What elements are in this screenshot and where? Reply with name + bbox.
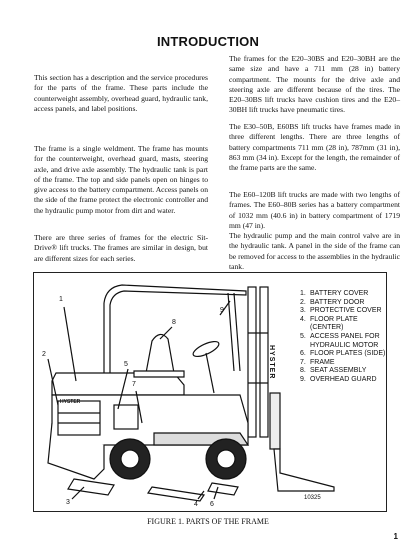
legend-label: BATTERY DOOR — [310, 298, 365, 306]
intro-paragraph-3: There are three series of frames for the electric Sit-Drive® lift trucks. The frames are similar in design, but are different sizes for each series. — [34, 233, 208, 263]
figure-frame — [33, 272, 387, 512]
callout-2: 2 — [42, 351, 46, 358]
legend-item — [300, 350, 387, 359]
legend-label: ACCESS PANEL FOR HYDRAULIC MOTOR — [310, 332, 380, 349]
figure-code: 10325 — [304, 495, 321, 501]
mast-rail — [248, 287, 256, 437]
legend-label: FLOOR PLATE (CENTER) — [310, 315, 358, 332]
legend-number: 9. — [300, 375, 306, 383]
legend-item — [300, 333, 387, 350]
legend-item — [300, 359, 387, 368]
callout-5: 5 — [124, 361, 128, 368]
intro-paragraph-2: The frame is a single weldment. The frame has mounts for the counterweight, overhead guard, masts, steering axle, and drive axle assembly. The hydraulic tank is part of the frame. The top and side panels open on hinges to give access to the battery compartment. Access panels on the side of the frame protect the electronic controller and the hydraulic pump motor from dirt and water. — [34, 144, 208, 215]
legend-number: 3. — [300, 307, 306, 315]
mast-brand-label: HYSTER — [268, 345, 275, 380]
intro-paragraph-6: The E60–120B lift trucks are made with two lengths of frames. The E60–80B series has a battery compartment of 1032 mm (40.6 in) in battery compartment of 1719 mm (47 in). — [229, 190, 400, 230]
callout-9: 9 — [220, 307, 224, 314]
legend-label: BATTERY COVER — [310, 290, 369, 297]
legend-number: 2. — [300, 298, 306, 306]
legend-number: 4. — [300, 315, 306, 323]
legend-number: 6. — [300, 350, 306, 358]
legend-label: SEAT ASSEMBLY — [310, 367, 367, 375]
intro-paragraph-7: The hydraulic pump and the main control valve are in the hydraulic tank. A panel in the side of the frame can be removed for access to the assemblies in the hydraulic tank. — [229, 231, 401, 271]
callout-4: 4 — [194, 501, 198, 508]
legend-number: 1. — [300, 290, 306, 297]
intro-paragraph-5: The E30–50B, E60BS lift trucks have frames made in three different lengths. There are three lengths of battery compartments 711 mm (28 in), 787mm (31 in), 863 mm (34 in). Except for the length, the remainder of the frame parts are the same. — [229, 122, 400, 173]
legend-label: FLOOR PLATES (SIDE) — [310, 350, 386, 358]
figure-legend — [300, 290, 387, 385]
legend-number: 8. — [300, 367, 306, 375]
legend-item — [300, 290, 387, 299]
page-title: INTRODUCTION — [156, 34, 260, 49]
callout-7: 7 — [132, 381, 136, 388]
legend-item — [300, 367, 387, 376]
legend-item — [300, 316, 387, 333]
figure-caption: FIGURE 1. PARTS OF THE FRAME — [147, 517, 269, 526]
legend-number: 7. — [300, 358, 306, 366]
callout-1: 1 — [59, 296, 63, 303]
legend-label: PROTECTIVE COVER — [310, 307, 382, 315]
legend-item — [300, 299, 387, 308]
body-brand-label: HYSTER — [60, 399, 81, 405]
intro-paragraph-4: The frames for the E20–30BS and E20–30BH are the same size and have a 711 mm (28 in) battery compartment. The mounts for the drive axle and steering axle are different because of the tires. The E20–30BS lift trucks have cushion tires and the E20–30BH lift trucks have pneumatic tires. — [229, 54, 400, 115]
callout-3: 3 — [66, 499, 70, 506]
callout-8: 8 — [172, 319, 176, 326]
seat-shape — [146, 334, 174, 373]
legend-item — [300, 376, 387, 385]
legend-item — [300, 307, 387, 316]
legend-label: OVERHEAD GUARD — [310, 375, 377, 383]
page-number: 1 — [393, 532, 398, 541]
intro-paragraph-1: This section has a description and the service procedures for the parts of the frame. These parts include the counterweight assembly, overhead guard, hydraulic tank, access panels, and label positions. — [34, 73, 208, 113]
legend-number: 5. — [300, 332, 306, 340]
legend-label: FRAME — [310, 358, 335, 366]
callout-6: 6 — [210, 501, 214, 508]
fork — [274, 449, 334, 491]
